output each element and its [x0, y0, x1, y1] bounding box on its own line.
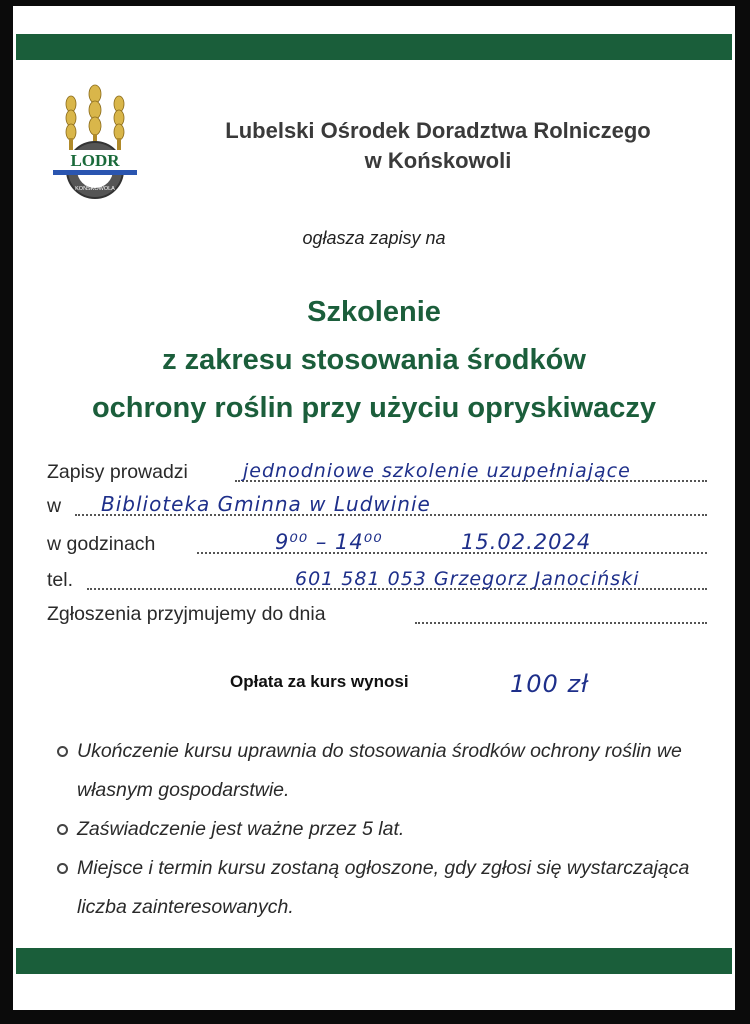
date-value: 15.02.2024	[461, 530, 592, 554]
note-item	[57, 732, 717, 810]
place-value: Biblioteka Gminna w Ludwinie	[101, 492, 431, 516]
logo-text: LODR	[70, 151, 120, 170]
title-line1: Szkolenie	[307, 296, 441, 328]
note-text-1: Ukończenie kursu uprawnia do stosowania środków ochrony roślin we własnym gospodarstwie.	[77, 740, 682, 801]
note-item	[57, 810, 717, 849]
organization-name	[173, 116, 703, 176]
bullet-icon	[57, 824, 68, 835]
bullet-icon	[57, 746, 68, 757]
title-line2: z zakresu stosowania środków	[162, 344, 586, 376]
logo-subtext: KOŃSKOWOLA	[75, 186, 115, 192]
notes-list	[57, 732, 717, 927]
organizer-label: Zapisy prowadzi	[47, 461, 188, 483]
phone-value: 601 581 053 Grzegorz Janociński	[295, 568, 640, 590]
hours-label: w godzinach	[47, 533, 156, 555]
bullet-icon	[57, 863, 68, 874]
note-text-3: Miejsce i termin kursu zostaną ogłoszone, gdy zgłosi się wystarczająca liczba zainteresowanych.	[77, 857, 690, 918]
org-name-line2: w Końskowoli	[364, 148, 512, 173]
phone-row	[47, 566, 707, 598]
fee-label: Opłata za kurs wynosi	[230, 672, 409, 691]
hours-row	[47, 530, 707, 562]
note-text-2: Zaświadczenie jest ważne przez 5 lat.	[77, 818, 405, 840]
place-row	[47, 492, 707, 524]
note-item	[57, 849, 717, 927]
fee-value: 100 zł	[510, 670, 589, 698]
organizer-row	[47, 458, 707, 490]
top-green-band	[16, 34, 732, 60]
hours-value: 9⁰⁰ – 14⁰⁰	[275, 530, 383, 554]
bottom-green-band	[16, 948, 732, 974]
course-title	[13, 288, 735, 432]
place-label: w	[47, 495, 62, 517]
document-page	[13, 6, 735, 1010]
deadline-row	[47, 600, 707, 632]
org-name-line1: Lubelski Ośrodek Doradztwa Rolniczego	[225, 118, 651, 143]
phone-label: tel.	[47, 569, 74, 591]
title-line3: ochrony roślin przy użyciu opryskiwaczy	[91, 392, 657, 424]
organizer-value: jednodniowe szkolenie uzupełniające	[243, 460, 631, 482]
announcement: ogłasza zapisy na	[302, 228, 446, 248]
deadline-label: Zgłoszenia przyjmujemy do dnia	[47, 603, 326, 625]
lodr-logo	[49, 82, 141, 200]
